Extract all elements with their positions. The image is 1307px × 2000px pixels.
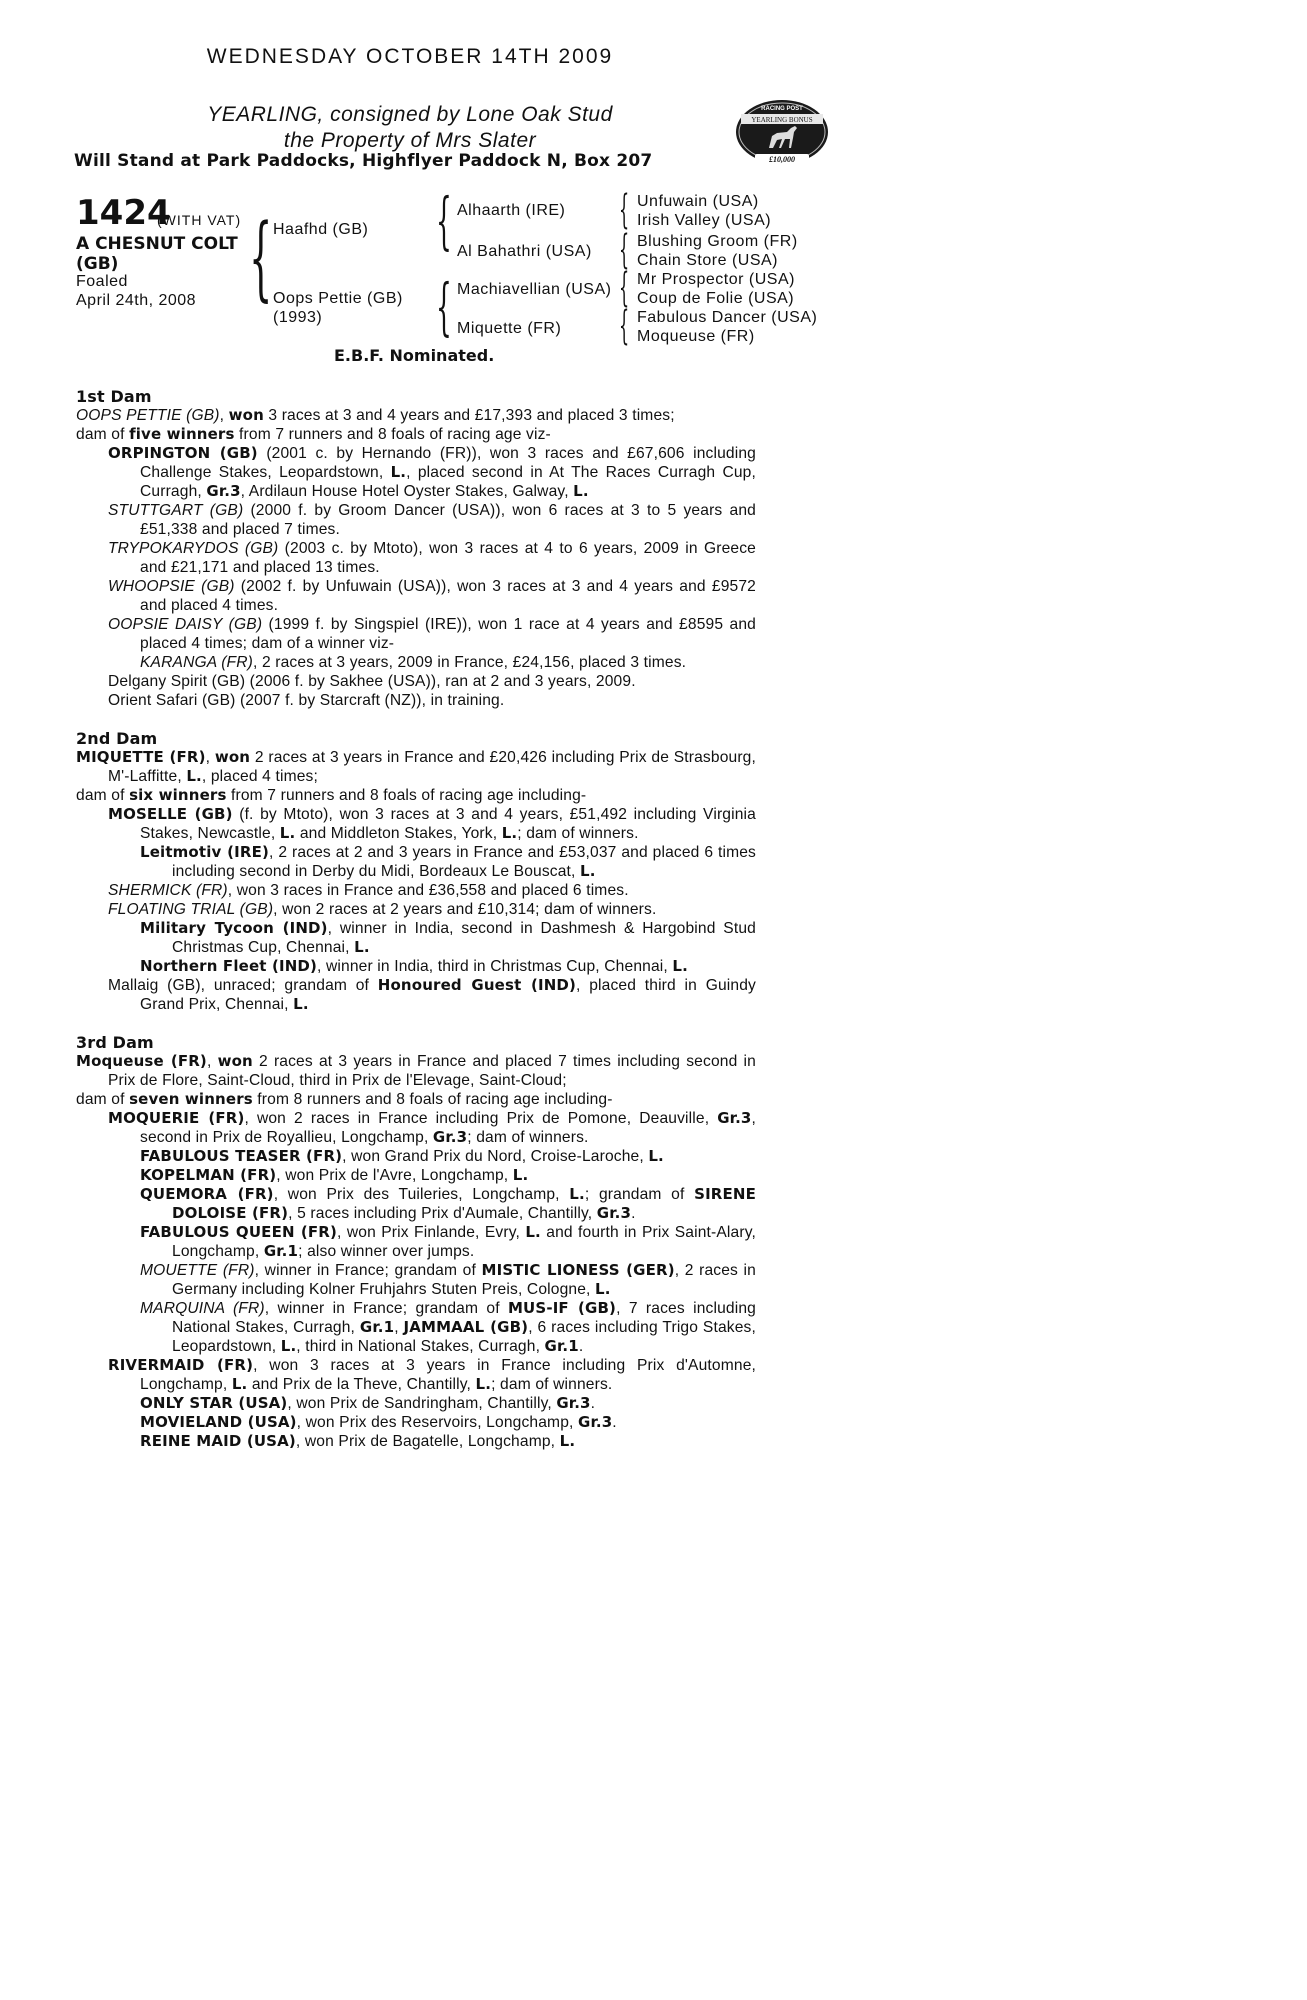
horse-name: MOVIELAND (USA) [140, 1413, 297, 1431]
text-run: , 5 races including Prix d'Aumale, Chantilly, [288, 1205, 597, 1222]
pedigree-brace-2: { [436, 184, 452, 257]
text-run: , 2 races at 2 and 3 years in France and £53,037 and placed 6 times including second in Derby du Midi, Bordeaux Le Bouscat, [172, 844, 756, 880]
grade-label: L. [354, 938, 370, 956]
produce-entry [76, 957, 756, 976]
text-run: , winner in France; grandam of [254, 1262, 482, 1279]
horse-name: Honoured Guest (IND) [377, 976, 577, 994]
text-run: , 2 races in Germany including Kolner Fruhjahrs Stuten Preis, Cologne, [172, 1262, 756, 1298]
text-run: . [631, 1205, 636, 1222]
grade-label: L. [512, 1166, 529, 1184]
grade-label: L. [501, 824, 518, 842]
pedigree-brace-1: { [249, 204, 273, 311]
text-run: , won 2 races at 2 years and £10,314; dam of winners. [273, 901, 657, 918]
yearling-bonus-badge [733, 92, 831, 168]
text-run: dam of [76, 787, 130, 804]
grade-label: Gr.3 [577, 1413, 613, 1431]
grade-label: Gr.3 [556, 1394, 591, 1412]
text-run: (f. by Mtoto), won 3 races at 3 and 4 years, £51,492 including Virginia Stakes, Newcastle, [140, 806, 756, 842]
badge-middle-text: YEARLING BONUS [751, 116, 813, 124]
horse-name: REINE MAID (USA) [140, 1432, 296, 1450]
text-run: , won Prix des Reservoirs, Longchamp, [296, 1414, 578, 1431]
text-run: . [578, 1338, 584, 1355]
text-run: . [590, 1395, 596, 1412]
text-run: , won Prix de Bagatelle, Longchamp, [295, 1433, 560, 1450]
pedigree-brace-3: { [436, 270, 452, 343]
third-dam-produce-summary [76, 1090, 756, 1109]
third-dam-heading: 3rd Dam [76, 1033, 154, 1052]
text-run: , won Prix de Sandringham, Chantilly, [287, 1395, 557, 1412]
grade-label: Gr.3 [432, 1128, 468, 1146]
text-run: , second in Prix de Royallieu, Longchamp, [140, 1110, 756, 1146]
pedigree-sire-sire: Alhaarth (IRE) [457, 202, 566, 219]
text-run: , won 2 races in France including Prix de Pomone, Deauville, [244, 1110, 718, 1127]
text-run: , 2 races at 3 years, 2009 in France, £24,156, placed 3 times. [252, 654, 687, 671]
produce-entry [76, 1394, 756, 1413]
lot-vat: (WITH VAT) [157, 212, 242, 228]
text-run: ; grandam of [584, 1186, 695, 1203]
pedigree-sire: Haafhd (GB) [273, 221, 369, 238]
text-run: , Ardilaun House Hotel Oyster Stakes, Galway, [240, 483, 574, 500]
lot-description-line-2: (GB) [76, 254, 119, 274]
horse-name: FABULOUS TEASER (FR) [140, 1147, 343, 1165]
grade-label: L. [595, 1280, 611, 1298]
text-run: ; also winner over jumps. [298, 1243, 475, 1260]
text-run: (1999 f. by Singspiel (IRE)), won 1 race at 4 years and £8595 and placed 4 times; dam of a winner viz- [140, 616, 756, 652]
won-label: won [228, 406, 264, 424]
produce-entry: Orient Safari (GB) (2007 f. by Starcraft (NZ)), in training. [108, 692, 505, 709]
grade-label: L. [186, 767, 202, 785]
text-run: , winner in India, third in Christmas Cup, Chennai, [317, 958, 673, 975]
text-run: , won 3 races at 3 years in France including Prix d'Automne, Longchamp, [140, 1357, 756, 1393]
grade-label: L. [580, 862, 596, 880]
grade-label: L. [569, 1185, 585, 1203]
text-run: , placed second in At The Races Curragh Cup, Curragh, [140, 464, 756, 500]
produce-entry: Delgany Spirit (GB) (2006 f. by Sakhee (USA)), ran at 2 and 3 years, 2009. [108, 673, 636, 690]
horse-name: Leitmotiv (IRE) [140, 843, 269, 861]
horse-name: JAMMAAL (GB) [403, 1318, 529, 1336]
horse-name: Military Tycoon (IND) [140, 919, 328, 937]
horse-name: OOPSIE DAISY (GB) [108, 616, 263, 633]
grade-label: L. [231, 1375, 248, 1393]
pedigree-g3: Blushing Groom (FR) [637, 233, 798, 250]
horse-name: MOSELLE (GB) [108, 805, 233, 823]
pedigree-g2: Irish Valley (USA) [637, 212, 772, 229]
text-run: from 7 runners and 8 foals of racing age viz- [234, 426, 551, 443]
produce-entry [76, 1166, 756, 1185]
text-run: and fourth in Prix Saint-Alary, Longchamp, [172, 1224, 756, 1260]
text-run: , 6 races including Trigo Stakes, Leopardstown, [172, 1319, 756, 1355]
grade-label: L. [559, 1432, 576, 1450]
won-label: won [217, 1052, 253, 1070]
horse-name: MUS-IF (GB) [507, 1299, 617, 1317]
first-dam-record [76, 406, 756, 425]
produce-entry [76, 976, 756, 1014]
pedigree-brace-4: { [619, 187, 630, 233]
pedigree-brace-7: { [619, 303, 630, 349]
grade-label: Gr.3 [717, 1109, 752, 1127]
text-run: . [612, 1414, 617, 1431]
winners-count: seven winners [129, 1090, 253, 1108]
text-run: , [219, 407, 229, 424]
section-gap [76, 1014, 756, 1033]
section-gap [76, 710, 756, 729]
horse-name: MARQUINA (FR) [140, 1300, 265, 1317]
text-run: (2000 f. by Groom Dancer (USA)), won 6 races at 3 to 5 years and £51,338 and placed 7 times. [140, 502, 756, 538]
pedigree-g4: Chain Store (USA) [637, 252, 778, 269]
pedigree-brace-5: { [619, 227, 630, 273]
text-run: , won Prix de l'Avre, Longchamp, [276, 1167, 513, 1184]
grade-label: Gr.1 [359, 1318, 395, 1336]
winners-count: five winners [129, 425, 235, 443]
third-dam-name: Moqueuse (FR) [76, 1052, 207, 1070]
pedigree-g6: Coup de Folie (USA) [637, 290, 795, 307]
horse-name: FABULOUS QUEEN (FR) [140, 1223, 338, 1241]
produce-entry [76, 900, 756, 919]
text-run: ; dam of winners. [517, 825, 639, 842]
stand-location: Will Stand at Park Paddocks, Highflyer Paddock N, Box 207 [74, 151, 653, 171]
horse-name: KARANGA (FR) [140, 654, 253, 671]
horse-name: Northern Fleet (IND) [140, 957, 318, 975]
horse-name: MOQUERIE (FR) [108, 1109, 245, 1127]
horse-name: MISTIC LIONESS (GER) [481, 1261, 675, 1279]
first-dam-produce-summary [76, 425, 756, 444]
text-run: , won 3 races in France and £36,558 and placed 6 times. [227, 882, 629, 899]
grade-label: L. [390, 463, 407, 481]
grade-label: L. [475, 1375, 492, 1393]
won-label: won [214, 748, 251, 766]
grade-label: Gr.3 [206, 482, 241, 500]
text-run: (2003 c. by Mtoto), won 3 races at 4 to 6 years, 2009 in Greece and £21,171 and placed 13 times. [140, 540, 756, 576]
horse-name: SIRENE DOLOISE (FR) [172, 1185, 756, 1222]
pedigree-sire-dam: Al Bahathri (USA) [457, 243, 592, 260]
pedigree-dam-dam: Miquette (FR) [457, 320, 562, 337]
grade-label: Gr.3 [596, 1204, 632, 1222]
text-run: 3 races at 3 and 4 years and £17,393 and placed 3 times; [263, 407, 675, 424]
text-run: ; dam of winners. [491, 1376, 613, 1393]
produce-entry [76, 653, 756, 672]
produce-entry [76, 444, 756, 501]
grade-label: L. [648, 1147, 664, 1165]
winners-count: six winners [129, 786, 227, 804]
text-run: , won Grand Prix du Nord, Croise-Laroche, [342, 1148, 649, 1165]
pedigree-g7: Fabulous Dancer (USA) [637, 309, 818, 326]
produce-entry [76, 1185, 756, 1223]
text-run: Mallaig (GB), unraced; grandam of [108, 977, 378, 994]
text-run: , winner in France; grandam of [264, 1300, 508, 1317]
text-run: dam of [76, 1091, 130, 1108]
produce-entry [76, 1413, 756, 1432]
foaled-value: April 24th, 2008 [76, 292, 197, 309]
first-dam-heading: 1st Dam [76, 387, 152, 406]
text-run: from 7 runners and 8 foals of racing age including- [226, 787, 587, 804]
produce-entry [76, 1299, 756, 1356]
horse-name: ONLY STAR (USA) [140, 1394, 288, 1412]
text-run: , third in National Stakes, Curragh, [296, 1338, 545, 1355]
produce-entry [76, 919, 756, 957]
text-run: , 7 races including National Stakes, Curragh, [172, 1300, 756, 1336]
second-dam-produce-summary [76, 786, 756, 805]
horse-name: KOPELMAN (FR) [140, 1166, 277, 1184]
pedigree-brace-6: { [619, 265, 630, 311]
text-run: ; dam of winners. [467, 1129, 589, 1146]
horse-name: STUTTGART (GB) [108, 502, 244, 519]
pedigree-g5: Mr Prospector (USA) [637, 271, 795, 288]
text-run: (2001 c. by Hernando (FR)), won 3 races and £67,606 including Challenge Stakes, Leopardstown, [140, 445, 756, 481]
consignor-line-2: the Property of Mrs Slater [283, 129, 537, 152]
third-dam-record [76, 1052, 756, 1090]
pedigree-dam: Oops Pettie (GB) [273, 290, 403, 307]
lot-description-line-1: A CHESNUT COLT [76, 234, 238, 254]
produce-entry [76, 615, 756, 653]
pedigree-g8: Moqueuse (FR) [637, 328, 755, 345]
grade-label: L. [672, 957, 688, 975]
second-dam-record [76, 748, 756, 786]
consignor-line [0, 102, 820, 154]
pedigree-dam-year: (1993) [273, 309, 323, 326]
grade-label: L. [293, 995, 309, 1013]
produce-entry [76, 1432, 756, 1451]
pedigree-dam-sire: Machiavellian (USA) [457, 281, 612, 298]
text-run: 2 races at 3 years in France and £20,426 including Prix de Strasbourg, M'-Laffitte, [108, 749, 756, 785]
produce-entry [76, 805, 756, 843]
horse-name: ORPINGTON (GB) [108, 444, 258, 462]
consignor-line-1: YEARLING, consigned by Lone Oak Stud [207, 103, 613, 126]
produce-entry [76, 539, 756, 577]
text-run: dam of [76, 426, 130, 443]
pedigree-g1: Unfuwain (USA) [637, 193, 759, 210]
foaled-label: Foaled [76, 273, 128, 290]
text-run: from 8 runners and 8 foals of racing age including- [252, 1091, 613, 1108]
text-run: 2 races at 3 years in France and placed 7 times including second in Prix de Flore, Saint-Cloud, third in Prix de l'Elevage, Saint-Cloud; [108, 1053, 756, 1089]
grade-label: Gr.1 [263, 1242, 299, 1260]
text-run: , placed third in Guindy Grand Prix, Chennai, [140, 977, 756, 1013]
horse-name: SHERMICK (FR) [108, 882, 228, 899]
text-run: and Prix de la Theve, Chantilly, [247, 1376, 476, 1393]
produce-entry [76, 501, 756, 539]
text-run: , [205, 749, 215, 766]
produce-entry [76, 1356, 756, 1394]
text-run: , winner in India, second in Dashmesh & Hargobind Stud Christmas Cup, Chennai, [172, 920, 756, 956]
horse-name: QUEMORA (FR) [140, 1185, 274, 1203]
lot-description [76, 234, 238, 274]
grade-label: Gr.1 [544, 1337, 579, 1355]
foaled-date [76, 272, 196, 310]
produce-entry [76, 1261, 756, 1299]
text-run: , [206, 1053, 218, 1070]
badge-bottom-text: £10,000 [769, 155, 795, 164]
horse-name: MOUETTE (FR) [140, 1262, 255, 1279]
text-run: , [394, 1319, 404, 1336]
lot-number: 1424 [76, 193, 171, 233]
sale-date: WEDNESDAY OCTOBER 14TH 2009 [206, 45, 614, 68]
badge-top-text: RACING POST [761, 106, 803, 112]
grade-label: L. [279, 824, 296, 842]
produce-entry [76, 1147, 756, 1166]
second-dam-heading: 2nd Dam [76, 729, 158, 748]
horse-name: TRYPOKARYDOS (GB) [108, 540, 279, 557]
first-dam-name: OOPS PETTIE (GB) [76, 407, 220, 424]
grade-label: L. [525, 1223, 541, 1241]
horse-name: FLOATING TRIAL (GB) [108, 901, 274, 918]
text-run: (2002 f. by Unfuwain (USA)), won 3 races at 3 and 4 years and £9572 and placed 4 times. [140, 578, 756, 614]
ebf-nominated: E.B.F. Nominated. [334, 346, 495, 365]
produce-entry [76, 881, 756, 900]
grade-label: L. [573, 482, 589, 500]
produce-entry [76, 1109, 756, 1147]
horse-name: RIVERMAID (FR) [108, 1356, 254, 1374]
catalogue-body [76, 387, 756, 1451]
second-dam-name: MIQUETTE (FR) [76, 748, 206, 766]
text-run: and Middleton Stakes, York, [295, 825, 502, 842]
produce-entry [76, 577, 756, 615]
text-run: , placed 4 times; [201, 768, 318, 785]
produce-entry [76, 1223, 756, 1261]
text-run: , won Prix des Tuileries, Longchamp, [273, 1186, 570, 1203]
produce-entry [76, 843, 756, 881]
horse-name: WHOOPSIE (GB) [108, 578, 235, 595]
grade-label: L. [280, 1337, 297, 1355]
text-run: , won Prix Finlande, Evry, [337, 1224, 526, 1241]
